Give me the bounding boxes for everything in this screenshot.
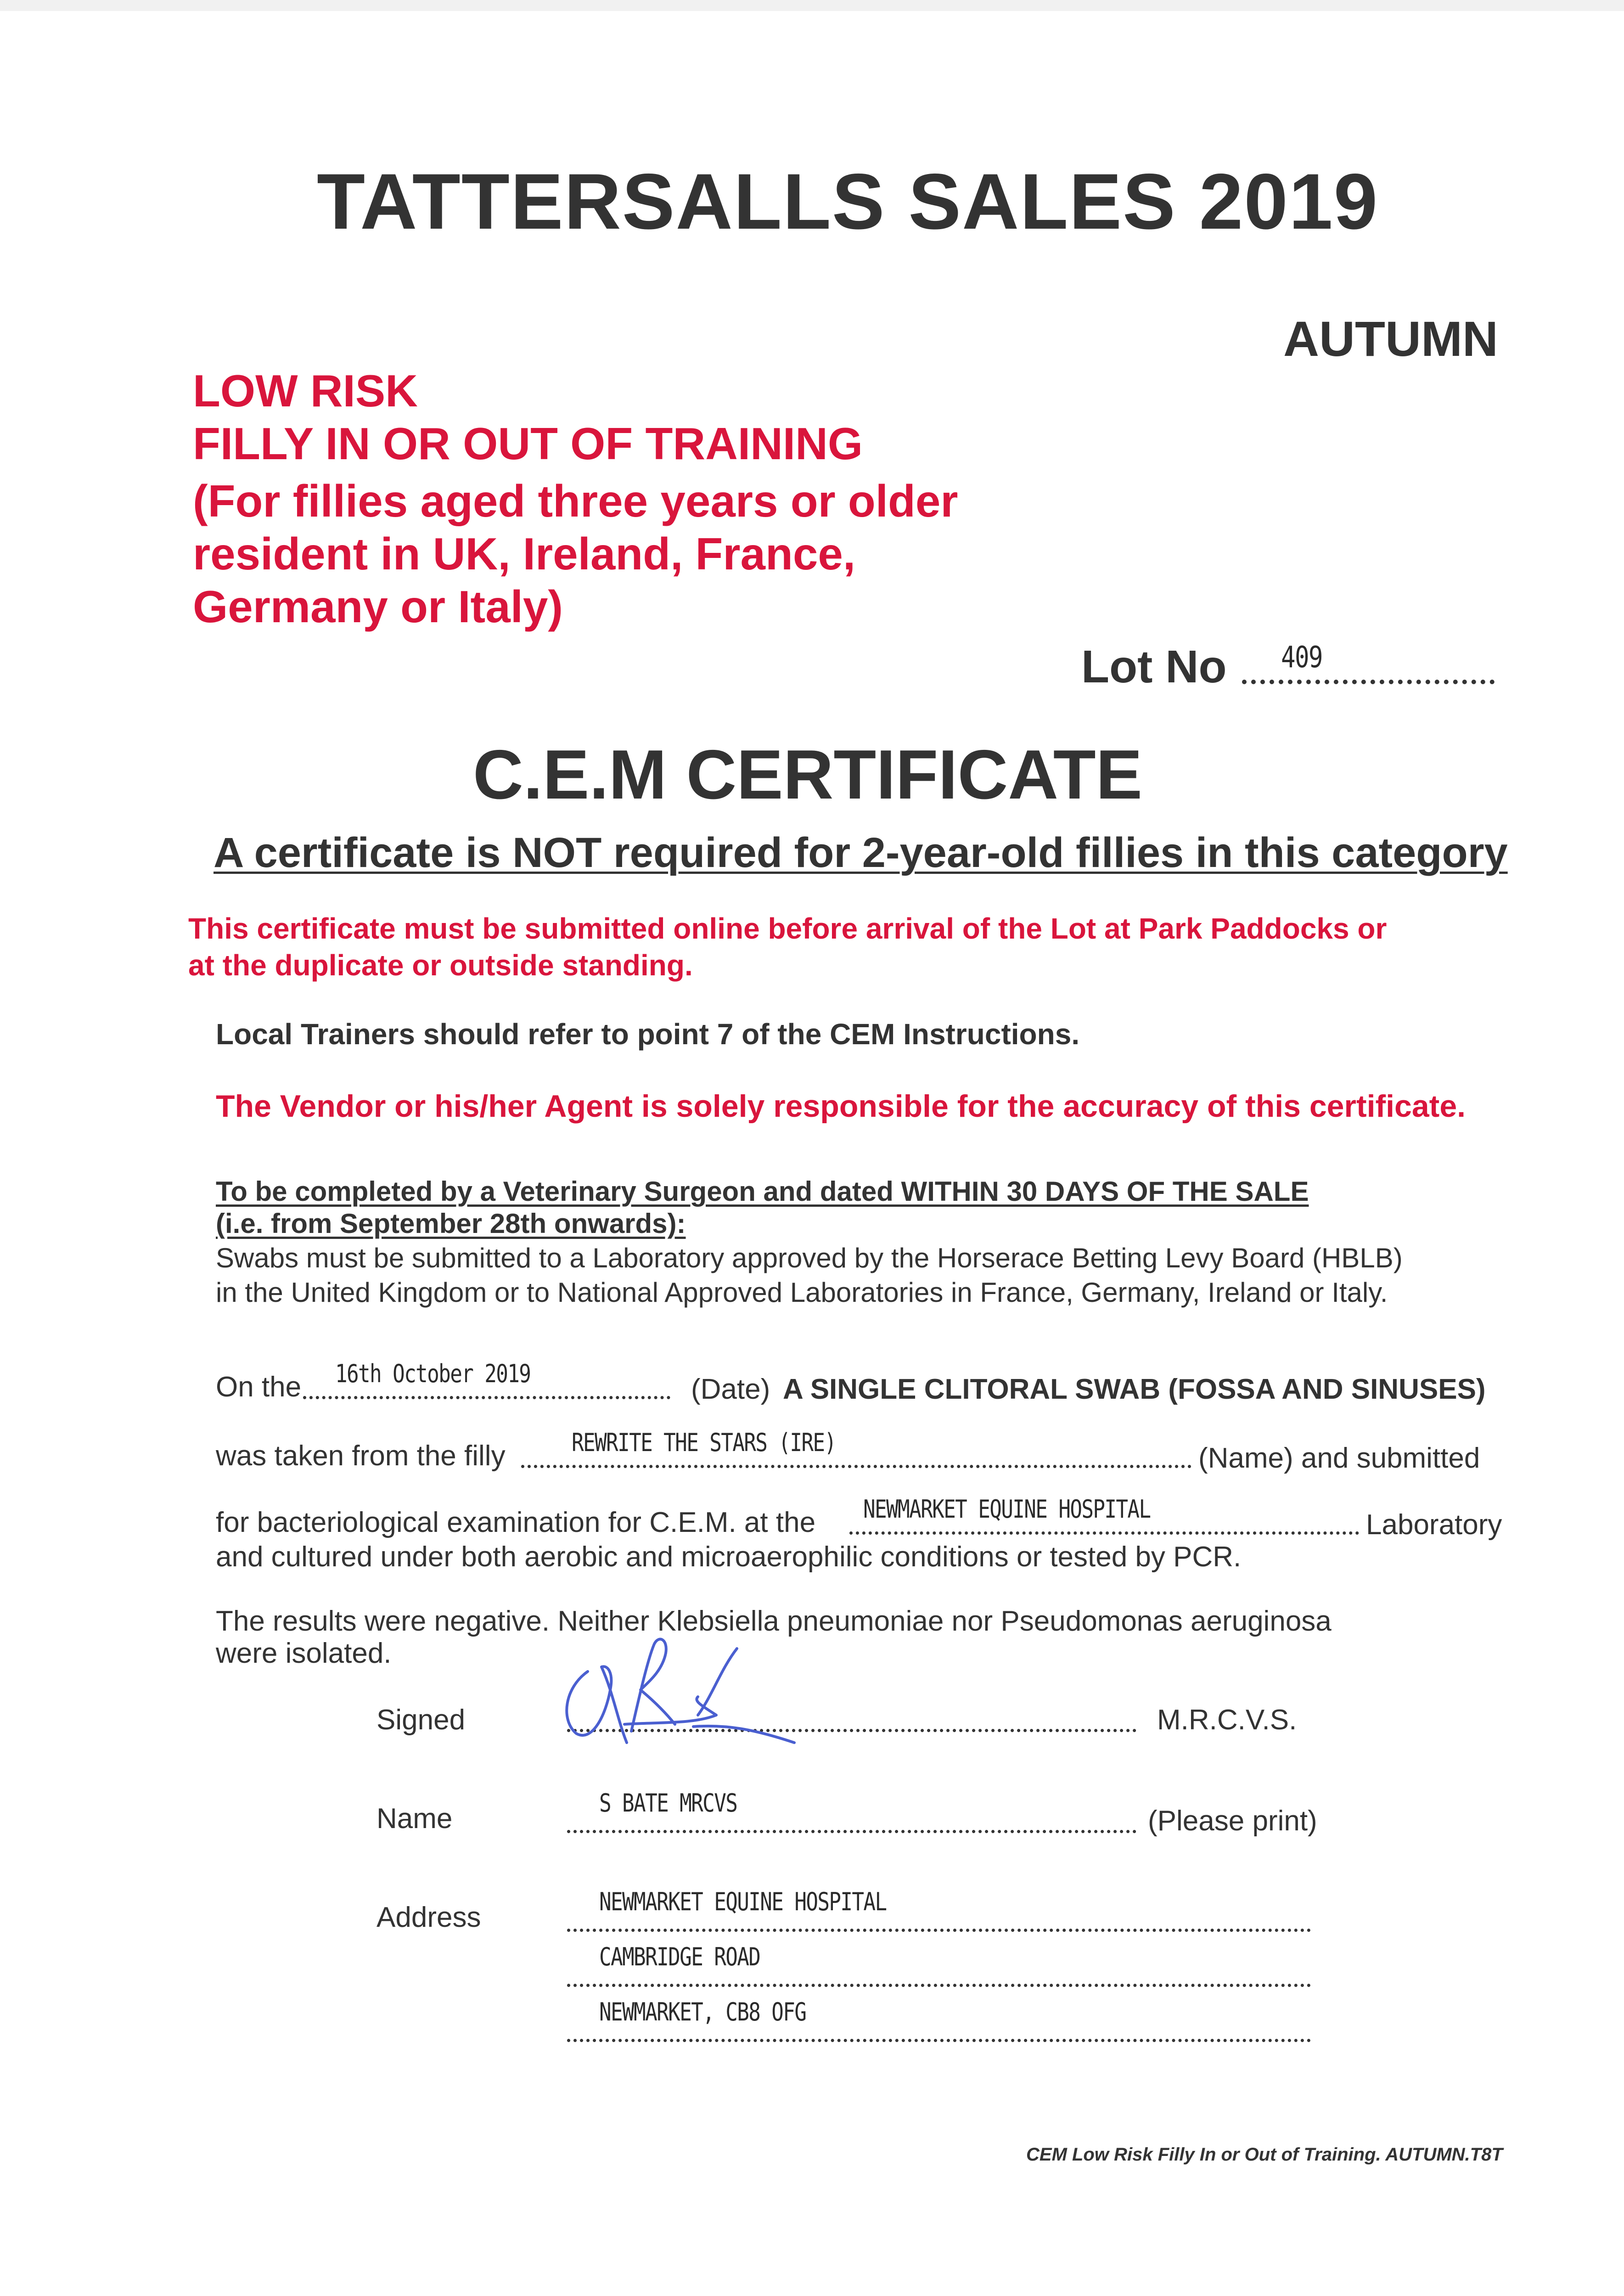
not-required-notice: A certificate is NOT required for 2-year-old fillies in this category bbox=[214, 829, 1508, 876]
results-line-2: were isolated. bbox=[216, 1638, 392, 1669]
mrcvs-label: M.R.C.V.S. bbox=[1157, 1704, 1297, 1736]
lab-dotted-line bbox=[849, 1531, 1359, 1535]
please-print-label: (Please print) bbox=[1148, 1805, 1317, 1837]
category-line-2: FILLY IN OR OUT OF TRAINING bbox=[193, 418, 863, 469]
date-dotted-line bbox=[303, 1396, 670, 1399]
filly-name-dotted-line bbox=[521, 1465, 1191, 1468]
swabs-text-line-2: in the United Kingdom or to National Approved Laboratories in France, Germany, Ireland or Italy. bbox=[216, 1277, 1388, 1308]
address-dotted-line-3 bbox=[567, 2039, 1311, 2042]
cultured-text: and cultured under both aerobic and microaerophilic conditions or tested by PCR. bbox=[216, 1541, 1242, 1573]
address-dotted-line-1 bbox=[567, 1929, 1311, 1932]
signature bbox=[556, 1632, 813, 1756]
scan-edge bbox=[0, 0, 1624, 11]
lab-value: NEWMARKET EQUINE HOSPITAL bbox=[863, 1495, 1151, 1524]
online-notice-line-2: at the duplicate or outside standing. bbox=[188, 949, 693, 982]
address-line-1: NEWMARKET EQUINE HOSPITAL bbox=[599, 1887, 887, 1916]
address-label: Address bbox=[376, 1902, 481, 1933]
swabs-text-line-1: Swabs must be submitted to a Laboratory approved by the Horserace Betting Levy Board (HBLB) bbox=[216, 1243, 1403, 1273]
name-label: Name bbox=[376, 1803, 453, 1835]
page-title: TATTERSALLS SALES 2019 bbox=[317, 158, 1379, 246]
bacteriological-label: for bacteriological examination for C.E.M. at the bbox=[216, 1507, 816, 1538]
on-the-label: On the bbox=[216, 1371, 302, 1403]
laboratory-label: Laboratory bbox=[1366, 1509, 1502, 1541]
sale-name: AUTUMN bbox=[1283, 311, 1498, 366]
date-value: 16th October 2019 bbox=[335, 1359, 531, 1388]
swab-type: A SINGLE CLITORAL SWAB (FOSSA AND SINUSES) bbox=[783, 1373, 1486, 1405]
signed-label: Signed bbox=[376, 1704, 466, 1736]
name-dotted-line bbox=[567, 1830, 1136, 1833]
vendor-responsibility-note: The Vendor or his/her Agent is solely responsible for the accuracy of this certificate. bbox=[216, 1089, 1466, 1124]
name-value: S BATE MRCVS bbox=[599, 1789, 737, 1818]
certificate-title: C.E.M CERTIFICATE bbox=[473, 736, 1143, 814]
filly-name-value: REWRITE THE STARS (IRE) bbox=[572, 1428, 836, 1457]
category-line-5: Germany or Italy) bbox=[193, 581, 563, 632]
address-line-3: NEWMARKET, CB8 OFG bbox=[599, 1998, 806, 2026]
lot-label: Lot No bbox=[1081, 641, 1227, 692]
address-dotted-line-2 bbox=[567, 1984, 1311, 1987]
category-line-1: LOW RISK bbox=[193, 366, 418, 416]
vet-heading-line-2: (i.e. from September 28th onwards): bbox=[216, 1208, 686, 1239]
lot-dotted-line bbox=[1242, 680, 1495, 684]
name-suffix: (Name) and submitted bbox=[1198, 1442, 1480, 1474]
vet-heading-line-1: To be completed by a Veterinary Surgeon and dated WITHIN 30 DAYS OF THE SALE bbox=[216, 1176, 1309, 1207]
date-suffix: (Date) bbox=[691, 1373, 770, 1405]
online-notice-line-1: This certificate must be submitted online before arrival of the Lot at Park Paddocks or bbox=[188, 912, 1387, 945]
address-line-2: CAMBRIDGE ROAD bbox=[599, 1942, 760, 1971]
local-trainers-note: Local Trainers should refer to point 7 of the CEM Instructions. bbox=[216, 1018, 1080, 1051]
category-line-4: resident in UK, Ireland, France, bbox=[193, 529, 856, 579]
lot-value: 409 bbox=[1281, 641, 1322, 675]
taken-from-label: was taken from the filly bbox=[216, 1440, 506, 1472]
category-line-3: (For fillies aged three years or older bbox=[193, 476, 958, 526]
results-line-1: The results were negative. Neither Klebsiella pneumoniae nor Pseudomonas aeruginosa bbox=[216, 1605, 1332, 1637]
footer-reference: CEM Low Risk Filly In or Out of Training. AUTUMN.T8T bbox=[1026, 2144, 1503, 2165]
